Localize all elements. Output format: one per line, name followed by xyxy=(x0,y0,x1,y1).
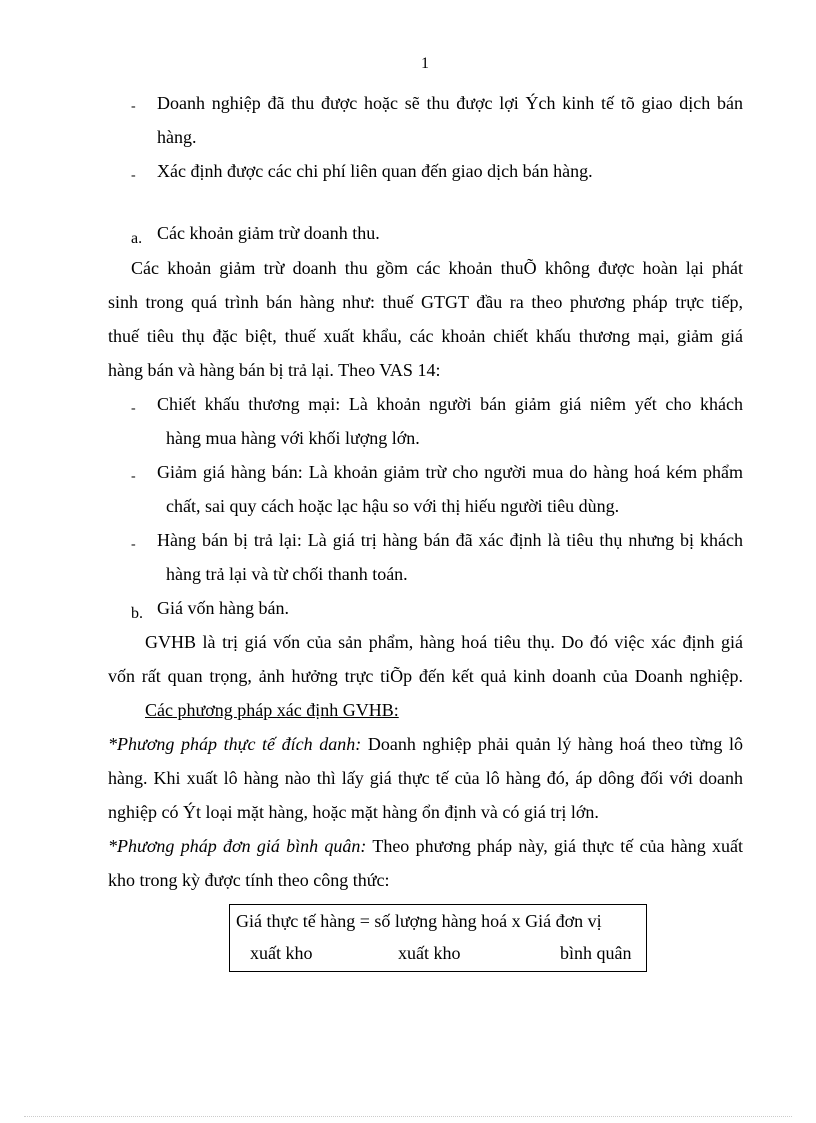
paragraph-line: hàng. Khi xuất lô hàng nào thì lấy giá thực tế của lô hàng đó, áp dông đối với doanh xyxy=(108,768,743,788)
bullet-mark: - xyxy=(131,401,136,416)
method-2-line xyxy=(108,837,743,855)
method-2-label: *Phương pháp đơn giá bình quân: xyxy=(108,836,367,856)
section-a-heading: Các khoản giảm trừ doanh thu. xyxy=(157,223,380,243)
paragraph-line: vốn rất quan trọng, ảnh hưởng trực tiÕp đến kết quả kinh doanh của Doanh nghiệp. xyxy=(108,666,743,686)
formula-row-2-col-2: xuất kho xyxy=(398,943,461,963)
method-1-line xyxy=(108,735,743,753)
page-number: 1 xyxy=(421,55,429,72)
paragraph-line: thuế tiêu thụ đặc biệt, thuế xuất khẩu, các khoản chiết khấu thương mại, giảm giá xyxy=(108,326,743,346)
bullet-mark: - xyxy=(131,99,136,114)
bullet-text-continuation: chất, sai quy cách hoặc lạc hậu so với thị hiếu người tiêu dùng. xyxy=(166,496,620,516)
bullet-text-continuation: hàng. xyxy=(157,127,197,147)
method-1-label: *Phương pháp thực tế đích danh: xyxy=(108,734,362,754)
paragraph-line: sinh trong quá trình bán hàng như: thuế GTGT đầu ra theo phương pháp trực tiếp, xyxy=(108,292,743,312)
bullet-text: Hàng bán bị trả lại: Là giá trị hàng bán đã xác định là tiêu thụ nhưng bị khách xyxy=(157,530,743,550)
formula-box xyxy=(229,904,647,972)
bullet-text: Xác định được các chi phí liên quan đến giao dịch bán hàng. xyxy=(157,161,593,181)
formula-row-1: Giá thực tế hàng = số lượng hàng hoá x Giá đơn vị xyxy=(236,911,602,931)
bullet-text: Giảm giá hàng bán: Là khoản giảm trừ cho người mua do hàng hoá kém phẩm xyxy=(157,462,743,482)
method-1-text: Doanh nghiệp phải quản lý hàng hoá theo từng lô xyxy=(361,734,744,754)
paragraph-line: Các khoản giảm trừ doanh thu gồm các khoản thuÕ không được hoàn lại phát xyxy=(131,258,743,278)
section-b-marker: b. xyxy=(131,605,143,622)
bullet-text-continuation: hàng mua hàng với khối lượng lớn. xyxy=(166,428,420,448)
method-2-text: Theo phương pháp này, giá thực tế của hàng xuất xyxy=(366,836,743,856)
bullet-mark: - xyxy=(131,168,136,183)
methods-heading: Các phương pháp xác định GVHB: xyxy=(145,700,399,720)
bullet-text: Chiết khấu thương mại: Là khoản người bán giảm giá niêm yết cho khách xyxy=(157,394,743,414)
bullet-mark: - xyxy=(131,537,136,552)
section-a-marker: a. xyxy=(131,230,143,247)
paragraph-line: hàng bán và hàng bán bị trả lại. Theo VAS 14: xyxy=(108,360,441,380)
paragraph-line: kho trong kỳ được tính theo công thức: xyxy=(108,870,390,890)
formula-row-2-col-1: xuất kho xyxy=(250,943,313,963)
formula-row-2-col-3: bình quân xyxy=(560,943,632,963)
paragraph-line: GVHB là trị giá vốn của sản phẩm, hàng hoá tiêu thụ. Do đó việc xác định giá xyxy=(145,632,743,652)
bullet-text: Doanh nghiệp đã thu được hoặc sẽ thu được lợi Ých kinh tế tõ giao dịch bán xyxy=(157,93,743,113)
bullet-mark: - xyxy=(131,469,136,484)
paragraph-line: nghiệp có Ýt loại mặt hàng, hoặc mặt hàng ổn định và có giá trị lớn. xyxy=(108,802,599,822)
section-b-heading: Giá vốn hàng bán. xyxy=(157,598,289,618)
bullet-text-continuation: hàng trả lại và từ chối thanh toán. xyxy=(166,564,408,584)
page-bottom-rule xyxy=(24,1116,792,1117)
